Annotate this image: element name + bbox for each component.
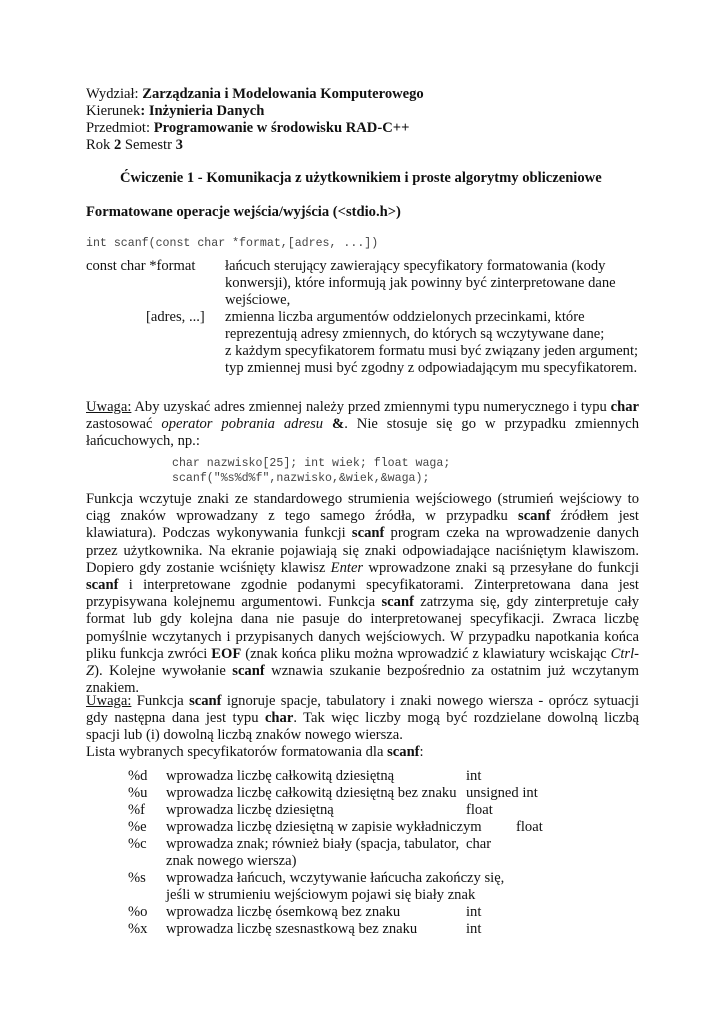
scanf-prototype: int scanf(const char *format,[adres, ...]) — [86, 237, 379, 250]
spec-desc-s-2: jeśli w strumieniu wejściowym pojawi się biały znak — [166, 887, 476, 903]
param-adres-desc-1: zmienna liczba argumentów oddzielonych przecinkami, które — [225, 309, 585, 325]
spec-type-f: float — [466, 802, 493, 818]
note-label: Uwaga: — [86, 399, 132, 415]
param-format-desc-3: wejściowe, — [225, 292, 291, 308]
note-text — [323, 416, 332, 432]
spec-type-c: char — [466, 836, 492, 852]
faculty-line — [86, 86, 424, 103]
spec-desc-c-2: znak nowego wiersza) — [166, 853, 297, 869]
faculty-value: Zarządzania i Modelowania Komputerowego — [142, 86, 424, 102]
paragraph-text: zatrzyma się, gdy zinterpretuje cały format lub gdy kolejna dana nie pasuje do interpretowanej specyfikacji. Zwraca liczbę pomyślnie wczytanych i przypisanych danych wejściowych. W przypadku napotkania końca pliku funkcja zwróci — [86, 594, 639, 662]
spec-desc-u: wprowadza liczbę całkowitą dziesiętną bez znaku — [166, 785, 457, 801]
spec-desc-x: wprowadza liczbę szesnastkową bez znaku — [166, 921, 418, 937]
field-line — [86, 103, 264, 120]
paragraph-text: wznawia szukanie bezpośrednio za ostatnim już wczytanym znakiem. — [86, 663, 639, 697]
keyword-char: char — [264, 710, 294, 727]
paragraph-text: i interpretowane zgodnie podanymi specyfikatorami. Zinterpretowana dana jest przypisywana kolejnemu argumentowi. Funkcja — [86, 577, 639, 611]
paragraph-text: program czeka na wprowadzenie danych przez użytkownika. Na ekranie pojawiają się znaki odpowiadające naciśniętym klawiszom. Dopiero gdy zostanie wciśnięty klawisz — [86, 525, 639, 576]
keyword-scanf: scanf — [351, 525, 385, 542]
semester-value: 3 — [175, 137, 183, 153]
keyword-scanf: scanf — [86, 577, 119, 594]
subject-label: Przedmiot: — [86, 120, 154, 136]
spec-type-d: int — [466, 768, 482, 784]
keyword-scanf: scanf — [518, 508, 551, 525]
intro-text: : — [419, 744, 424, 760]
keyword-scanf: scanf — [387, 744, 420, 760]
spec-code-d: %d — [128, 768, 148, 784]
spec-code-f: %f — [128, 802, 146, 818]
keyword-char: char — [610, 399, 639, 415]
ampersand-symbol: & — [332, 416, 345, 433]
intro-text: Lista wybranych specyfikatorów formatowania dla — [86, 744, 388, 760]
section-title — [86, 204, 401, 221]
param-format-desc-2: konwersji), które informują jak powinny być zinterpretowane dane — [225, 275, 616, 291]
note-address-operator — [86, 399, 639, 451]
note-text: zastosować — [86, 416, 162, 433]
note-label: Uwaga: — [86, 693, 132, 709]
spec-desc-s-1: wprowadza łańcuch, wczytywanie łańcucha zakończy się, — [166, 870, 505, 886]
spec-code-s: %s — [128, 870, 146, 886]
spec-type-x: int — [466, 921, 482, 937]
ctrl-z-term: Ctrl-Z — [86, 645, 639, 680]
subject-line — [86, 120, 409, 137]
param-adres-name: [adres, ...] — [146, 309, 205, 325]
spec-desc-e: wprowadza liczbę dziesiętną w zapisie wykładniczym — [166, 819, 482, 835]
keyword-scanf: scanf — [381, 594, 414, 611]
spec-code-e: %e — [128, 819, 147, 835]
enter-key-term: Enter — [330, 559, 364, 576]
operator-term: operator pobrania adresu — [161, 416, 324, 433]
year-semester-line — [86, 137, 183, 154]
spec-code-x: %x — [128, 921, 148, 937]
code-line-2: scanf("%s%d%f",nazwisko,&wiek,&waga); — [172, 472, 430, 485]
note-text: ignoruje spacje, tabulatory i znaki nowego wiersza - oprócz sytuacji gdy następna dana jest typu — [86, 693, 639, 727]
year-value: 2 — [113, 137, 122, 153]
spec-desc-o: wprowadza liczbę ósemkową bez znaku — [166, 904, 401, 920]
spec-desc-f: wprowadza liczbę dziesiętną — [166, 802, 334, 818]
specifier-list-intro — [86, 744, 424, 761]
field-value: : Inżynieria Danych — [140, 103, 265, 119]
param-format-desc-1: łańcuch sterujący zawierający specyfikatory formatowania (kody — [225, 258, 606, 274]
keyword-eof: EOF — [211, 645, 242, 662]
section-title-text: Formatowane operacje wejścia/wyjścia (<stdio.h>) — [86, 204, 401, 220]
spec-code-o: %o — [128, 904, 148, 920]
faculty-label: Wydział: — [86, 86, 143, 102]
keyword-scanf: scanf — [232, 663, 265, 680]
spec-desc-d: wprowadza liczbę całkowitą dziesiętną — [166, 768, 395, 784]
note-text: . Tak więc liczby mogą być rozdzielane dowolną liczbą spacji lub (i) dowolną liczbą znaków nowego wiersza. — [86, 710, 639, 744]
spec-type-e: float — [516, 819, 543, 835]
param-adres-desc-3: z każdym specyfikatorem formatu musi być związany jeden argument; — [225, 343, 639, 359]
exercise-title-text: Ćwiczenie 1 - Komunikacja z użytkownikiem i proste algorytmy obliczeniowe — [120, 170, 602, 186]
paragraph-text: ). Kolejne wywołanie — [94, 663, 233, 680]
spec-code-u: %u — [128, 785, 148, 801]
paragraph-text: źródłem jest klawiatura). Podczas wykonywania funkcji — [86, 508, 639, 542]
paragraph-text: wprowadzone znaki są przesyłane do funkcji — [363, 559, 639, 576]
param-adres-desc-2: reprezentują adresy zmiennych, do których są wczytywane dane; — [225, 326, 605, 342]
keyword-scanf: scanf — [189, 693, 222, 709]
scanf-description-paragraph — [86, 491, 639, 697]
note-text: . Nie stosuje się go w przypadku zmiennych łańcuchowych, np.: — [86, 416, 640, 450]
spec-desc-c-1: wprowadza znak; również biały (spacja, tabulator, — [166, 836, 460, 852]
subject-value: Programowanie w środowisku RAD-C++ — [153, 120, 410, 136]
exercise-title — [120, 170, 602, 187]
param-format-name: const char *format — [86, 258, 196, 274]
param-adres-desc-4: typ zmiennej musi być zgodny z odpowiadającym mu specyfikatorem. — [225, 360, 638, 376]
semester-label: Semestr — [121, 137, 176, 153]
note-text: Aby uzyskać adres zmiennej należy przed zmiennymi typu numerycznego i typu — [131, 399, 611, 415]
field-label: Kierunek — [86, 103, 141, 119]
paragraph-text: Funkcja wczytuje znaki ze standardowego strumienia wejściowego (strumień wejściowy to ciąg znaków wprowadzany z tego samego źródła, w przypadku — [86, 491, 639, 525]
paragraph-text: (znak końca pliku można wprowadzić z klawiatury wciskając — [241, 645, 611, 662]
spec-type-u: unsigned int — [466, 785, 538, 801]
spec-code-c: %c — [128, 836, 147, 852]
spec-type-o: int — [466, 904, 482, 920]
year-label: Rok — [86, 137, 114, 153]
note-text: Funkcja — [131, 693, 190, 709]
note-whitespace — [86, 693, 639, 745]
code-line-1: char nazwisko[25]; int wiek; float waga; — [172, 457, 451, 470]
